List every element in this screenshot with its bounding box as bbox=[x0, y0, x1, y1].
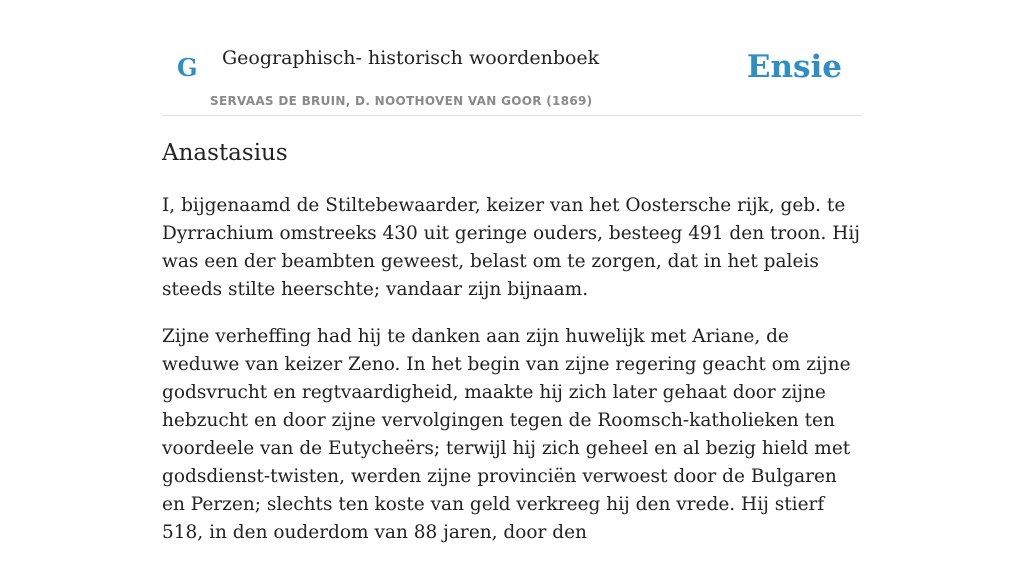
entry-paragraph: Zijne verheffing had hij te danken aan zijn huwelijk met Ariane, de weduwe van keizer Zeno. In het begin van zijne regering geacht om zijne godsvrucht en regtvaardigheid, maakte hij zich later gehaat door zijne hebzucht en door zijne vervolgingen tegen de Roomsch-katholieken ten voordeele van de Eutycheërs; terwijl hij zich geheel en al bezig hield met godsdienst-twisten, werden zijne provinciën verwoest door de Bulgaren en Perzen; slechts ten koste van geld verkreeg hij den vrede. Hij stierf 518, in den ouderdom van 88 jaren, door den bbox=[162, 326, 851, 543]
book-logo-icon[interactable]: G bbox=[177, 53, 198, 82]
book-header bbox=[162, 40, 862, 116]
ensie-logo-link[interactable]: Ensie bbox=[746, 49, 842, 85]
entry-title: Anastasius bbox=[162, 140, 288, 166]
entry-paragraph: I, bijgenaamd de Stiltebewaarder, keizer van het Oostersche rijk, geb. te Dyrrachium omstreeks 430 uit geringe ouders, besteeg 491 den troon. Hij was een der beambten geweest, belast om te zorgen, dat in het paleis steeds stilte heerschte; vandaar zijn bijnaam. bbox=[162, 195, 861, 300]
book-title-link[interactable]: Geographisch- historisch woordenboek bbox=[222, 47, 600, 69]
entry-body bbox=[162, 192, 862, 566]
book-authors-year: SERVAAS DE BRUIN, D. NOOTHOVEN VAN GOOR (1869) bbox=[210, 94, 593, 108]
